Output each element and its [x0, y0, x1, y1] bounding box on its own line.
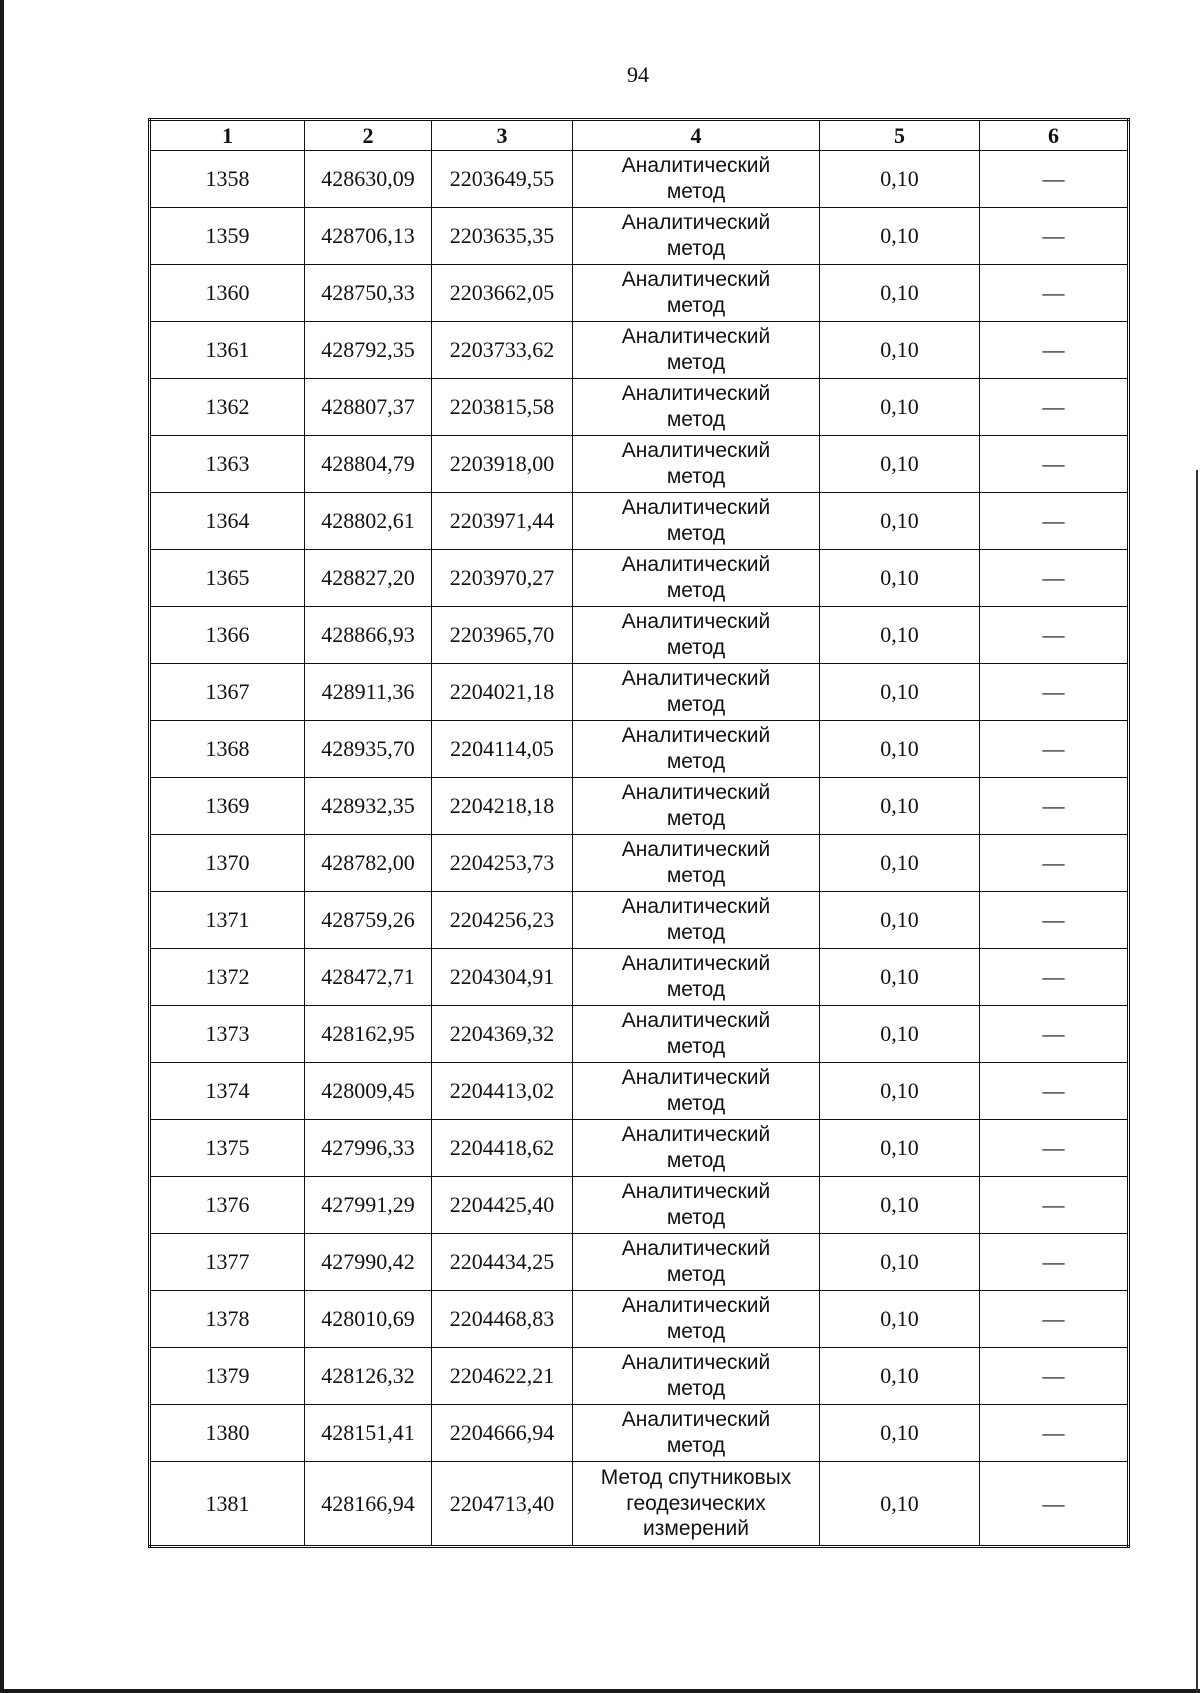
x-coordinate-cell: 428009,45 [305, 1063, 432, 1120]
point-number-cell: 1374 [150, 1063, 305, 1120]
note-cell: — [980, 778, 1129, 835]
accuracy-cell: 0,10 [820, 265, 980, 322]
coordinates-table [148, 118, 1130, 1548]
table-row [150, 721, 1129, 778]
table-row [150, 1063, 1129, 1120]
point-number-cell: 1378 [150, 1291, 305, 1348]
y-coordinate-cell: 2203918,00 [432, 436, 573, 493]
method-cell: Аналитический метод [573, 892, 820, 949]
x-coordinate-cell: 428932,35 [305, 778, 432, 835]
point-number-cell: 1368 [150, 721, 305, 778]
x-coordinate-cell: 427990,42 [305, 1234, 432, 1291]
x-coordinate-cell: 428827,20 [305, 550, 432, 607]
accuracy-cell: 0,10 [820, 1348, 980, 1405]
accuracy-cell: 0,10 [820, 892, 980, 949]
method-cell: Аналитический метод [573, 265, 820, 322]
table-row [150, 265, 1129, 322]
y-coordinate-cell: 2204253,73 [432, 835, 573, 892]
accuracy-cell: 0,10 [820, 778, 980, 835]
x-coordinate-cell: 428802,61 [305, 493, 432, 550]
point-number-cell: 1371 [150, 892, 305, 949]
table-row [150, 550, 1129, 607]
table-row [150, 1234, 1129, 1291]
page-number: 94 [627, 62, 649, 87]
y-coordinate-cell: 2203635,35 [432, 208, 573, 265]
method-cell: Аналитический метод [573, 778, 820, 835]
note-cell: — [980, 1291, 1129, 1348]
accuracy-cell: 0,10 [820, 1006, 980, 1063]
note-cell: — [980, 151, 1129, 208]
table-header-row [150, 120, 1129, 151]
table-row [150, 778, 1129, 835]
table-row [150, 664, 1129, 721]
note-cell: — [980, 949, 1129, 1006]
accuracy-cell: 0,10 [820, 721, 980, 778]
point-number-cell: 1370 [150, 835, 305, 892]
table-row [150, 322, 1129, 379]
note-cell: — [980, 664, 1129, 721]
note-cell: — [980, 1348, 1129, 1405]
method-cell: Аналитический метод [573, 607, 820, 664]
y-coordinate-cell: 2203965,70 [432, 607, 573, 664]
method-cell: Аналитический метод [573, 664, 820, 721]
method-cell: Аналитический метод [573, 1063, 820, 1120]
accuracy-cell: 0,10 [820, 208, 980, 265]
column-header: 5 [820, 120, 980, 151]
point-number-cell: 1361 [150, 322, 305, 379]
method-cell: Аналитический метод [573, 1348, 820, 1405]
x-coordinate-cell: 428935,70 [305, 721, 432, 778]
method-cell: Аналитический метод [573, 1234, 820, 1291]
accuracy-cell: 0,10 [820, 1234, 980, 1291]
note-cell: — [980, 1063, 1129, 1120]
y-coordinate-cell: 2204425,40 [432, 1177, 573, 1234]
point-number-cell: 1377 [150, 1234, 305, 1291]
accuracy-cell: 0,10 [820, 1405, 980, 1462]
accuracy-cell: 0,10 [820, 1291, 980, 1348]
point-number-cell: 1373 [150, 1006, 305, 1063]
note-cell: — [980, 1234, 1129, 1291]
accuracy-cell: 0,10 [820, 835, 980, 892]
column-header: 1 [150, 120, 305, 151]
y-coordinate-cell: 2203815,58 [432, 379, 573, 436]
x-coordinate-cell: 428151,41 [305, 1405, 432, 1462]
point-number-cell: 1360 [150, 265, 305, 322]
x-coordinate-cell: 428866,93 [305, 607, 432, 664]
method-cell: Аналитический метод [573, 1120, 820, 1177]
method-cell: Аналитический метод [573, 1405, 820, 1462]
note-cell: — [980, 721, 1129, 778]
table-row [150, 1348, 1129, 1405]
y-coordinate-cell: 2203733,62 [432, 322, 573, 379]
y-coordinate-cell: 2204468,83 [432, 1291, 573, 1348]
y-coordinate-cell: 2204666,94 [432, 1405, 573, 1462]
scan-edge-left [0, 0, 4, 1693]
point-number-cell: 1381 [150, 1462, 305, 1547]
y-coordinate-cell: 2204256,23 [432, 892, 573, 949]
x-coordinate-cell: 428162,95 [305, 1006, 432, 1063]
table-row [150, 835, 1129, 892]
note-cell: — [980, 550, 1129, 607]
note-cell: — [980, 1006, 1129, 1063]
x-coordinate-cell: 428126,32 [305, 1348, 432, 1405]
x-coordinate-cell: 427996,33 [305, 1120, 432, 1177]
method-cell: Аналитический метод [573, 1177, 820, 1234]
scan-edge-bottom [0, 1689, 1200, 1693]
method-cell: Аналитический метод [573, 550, 820, 607]
table-row [150, 607, 1129, 664]
table-row [150, 1120, 1129, 1177]
table-row [150, 151, 1129, 208]
method-cell: Аналитический метод [573, 322, 820, 379]
point-number-cell: 1363 [150, 436, 305, 493]
table-row [150, 208, 1129, 265]
accuracy-cell: 0,10 [820, 1063, 980, 1120]
y-coordinate-cell: 2204434,25 [432, 1234, 573, 1291]
table-row [150, 949, 1129, 1006]
note-cell: — [980, 1462, 1129, 1547]
table-row [150, 379, 1129, 436]
accuracy-cell: 0,10 [820, 493, 980, 550]
method-cell: Аналитический метод [573, 949, 820, 1006]
accuracy-cell: 0,10 [820, 322, 980, 379]
y-coordinate-cell: 2204021,18 [432, 664, 573, 721]
method-cell: Аналитический метод [573, 436, 820, 493]
y-coordinate-cell: 2203662,05 [432, 265, 573, 322]
accuracy-cell: 0,10 [820, 151, 980, 208]
note-cell: — [980, 379, 1129, 436]
y-coordinate-cell: 2204413,02 [432, 1063, 573, 1120]
y-coordinate-cell: 2204218,18 [432, 778, 573, 835]
method-cell: Аналитический метод [573, 493, 820, 550]
accuracy-cell: 0,10 [820, 436, 980, 493]
note-cell: — [980, 265, 1129, 322]
table-row [150, 1177, 1129, 1234]
method-cell: Аналитический метод [573, 721, 820, 778]
note-cell: — [980, 1177, 1129, 1234]
accuracy-cell: 0,10 [820, 1462, 980, 1547]
column-header: 3 [432, 120, 573, 151]
y-coordinate-cell: 2204713,40 [432, 1462, 573, 1547]
table-row [150, 1462, 1129, 1547]
point-number-cell: 1362 [150, 379, 305, 436]
point-number-cell: 1365 [150, 550, 305, 607]
y-coordinate-cell: 2204418,62 [432, 1120, 573, 1177]
point-number-cell: 1379 [150, 1348, 305, 1405]
y-coordinate-cell: 2204304,91 [432, 949, 573, 1006]
note-cell: — [980, 493, 1129, 550]
column-header: 6 [980, 120, 1129, 151]
table-row [150, 436, 1129, 493]
point-number-cell: 1367 [150, 664, 305, 721]
method-cell: Аналитический метод [573, 835, 820, 892]
x-coordinate-cell: 428759,26 [305, 892, 432, 949]
note-cell: — [980, 436, 1129, 493]
accuracy-cell: 0,10 [820, 1177, 980, 1234]
point-number-cell: 1364 [150, 493, 305, 550]
table-row [150, 493, 1129, 550]
table-header [150, 120, 1129, 151]
table-row [150, 1006, 1129, 1063]
column-header: 4 [573, 120, 820, 151]
x-coordinate-cell: 428706,13 [305, 208, 432, 265]
method-cell: Аналитический метод [573, 379, 820, 436]
y-coordinate-cell: 2204114,05 [432, 721, 573, 778]
table-row [150, 1405, 1129, 1462]
x-coordinate-cell: 428010,69 [305, 1291, 432, 1348]
accuracy-cell: 0,10 [820, 607, 980, 664]
note-cell: — [980, 1405, 1129, 1462]
method-cell: Метод спутниковых геодезических измерений [573, 1462, 820, 1547]
accuracy-cell: 0,10 [820, 550, 980, 607]
y-coordinate-cell: 2203971,44 [432, 493, 573, 550]
accuracy-cell: 0,10 [820, 949, 980, 1006]
point-number-cell: 1359 [150, 208, 305, 265]
method-cell: Аналитический метод [573, 151, 820, 208]
note-cell: — [980, 607, 1129, 664]
x-coordinate-cell: 428166,94 [305, 1462, 432, 1547]
y-coordinate-cell: 2204622,21 [432, 1348, 573, 1405]
method-cell: Аналитический метод [573, 1006, 820, 1063]
x-coordinate-cell: 428782,00 [305, 835, 432, 892]
method-cell: Аналитический метод [573, 1291, 820, 1348]
y-coordinate-cell: 2203970,27 [432, 550, 573, 607]
table-row [150, 892, 1129, 949]
accuracy-cell: 0,10 [820, 379, 980, 436]
note-cell: — [980, 1120, 1129, 1177]
accuracy-cell: 0,10 [820, 664, 980, 721]
point-number-cell: 1369 [150, 778, 305, 835]
table-row [150, 1291, 1129, 1348]
note-cell: — [980, 208, 1129, 265]
point-number-cell: 1376 [150, 1177, 305, 1234]
y-coordinate-cell: 2204369,32 [432, 1006, 573, 1063]
method-cell: Аналитический метод [573, 208, 820, 265]
x-coordinate-cell: 428807,37 [305, 379, 432, 436]
scan-edge-right [1196, 470, 1198, 1693]
point-number-cell: 1375 [150, 1120, 305, 1177]
note-cell: — [980, 322, 1129, 379]
x-coordinate-cell: 428911,36 [305, 664, 432, 721]
x-coordinate-cell: 428792,35 [305, 322, 432, 379]
point-number-cell: 1358 [150, 151, 305, 208]
point-number-cell: 1372 [150, 949, 305, 1006]
column-header: 2 [305, 120, 432, 151]
point-number-cell: 1366 [150, 607, 305, 664]
x-coordinate-cell: 428472,71 [305, 949, 432, 1006]
x-coordinate-cell: 428804,79 [305, 436, 432, 493]
y-coordinate-cell: 2203649,55 [432, 151, 573, 208]
note-cell: — [980, 835, 1129, 892]
x-coordinate-cell: 428750,33 [305, 265, 432, 322]
point-number-cell: 1380 [150, 1405, 305, 1462]
table-body [150, 151, 1129, 1547]
note-cell: — [980, 892, 1129, 949]
accuracy-cell: 0,10 [820, 1120, 980, 1177]
x-coordinate-cell: 427991,29 [305, 1177, 432, 1234]
x-coordinate-cell: 428630,09 [305, 151, 432, 208]
